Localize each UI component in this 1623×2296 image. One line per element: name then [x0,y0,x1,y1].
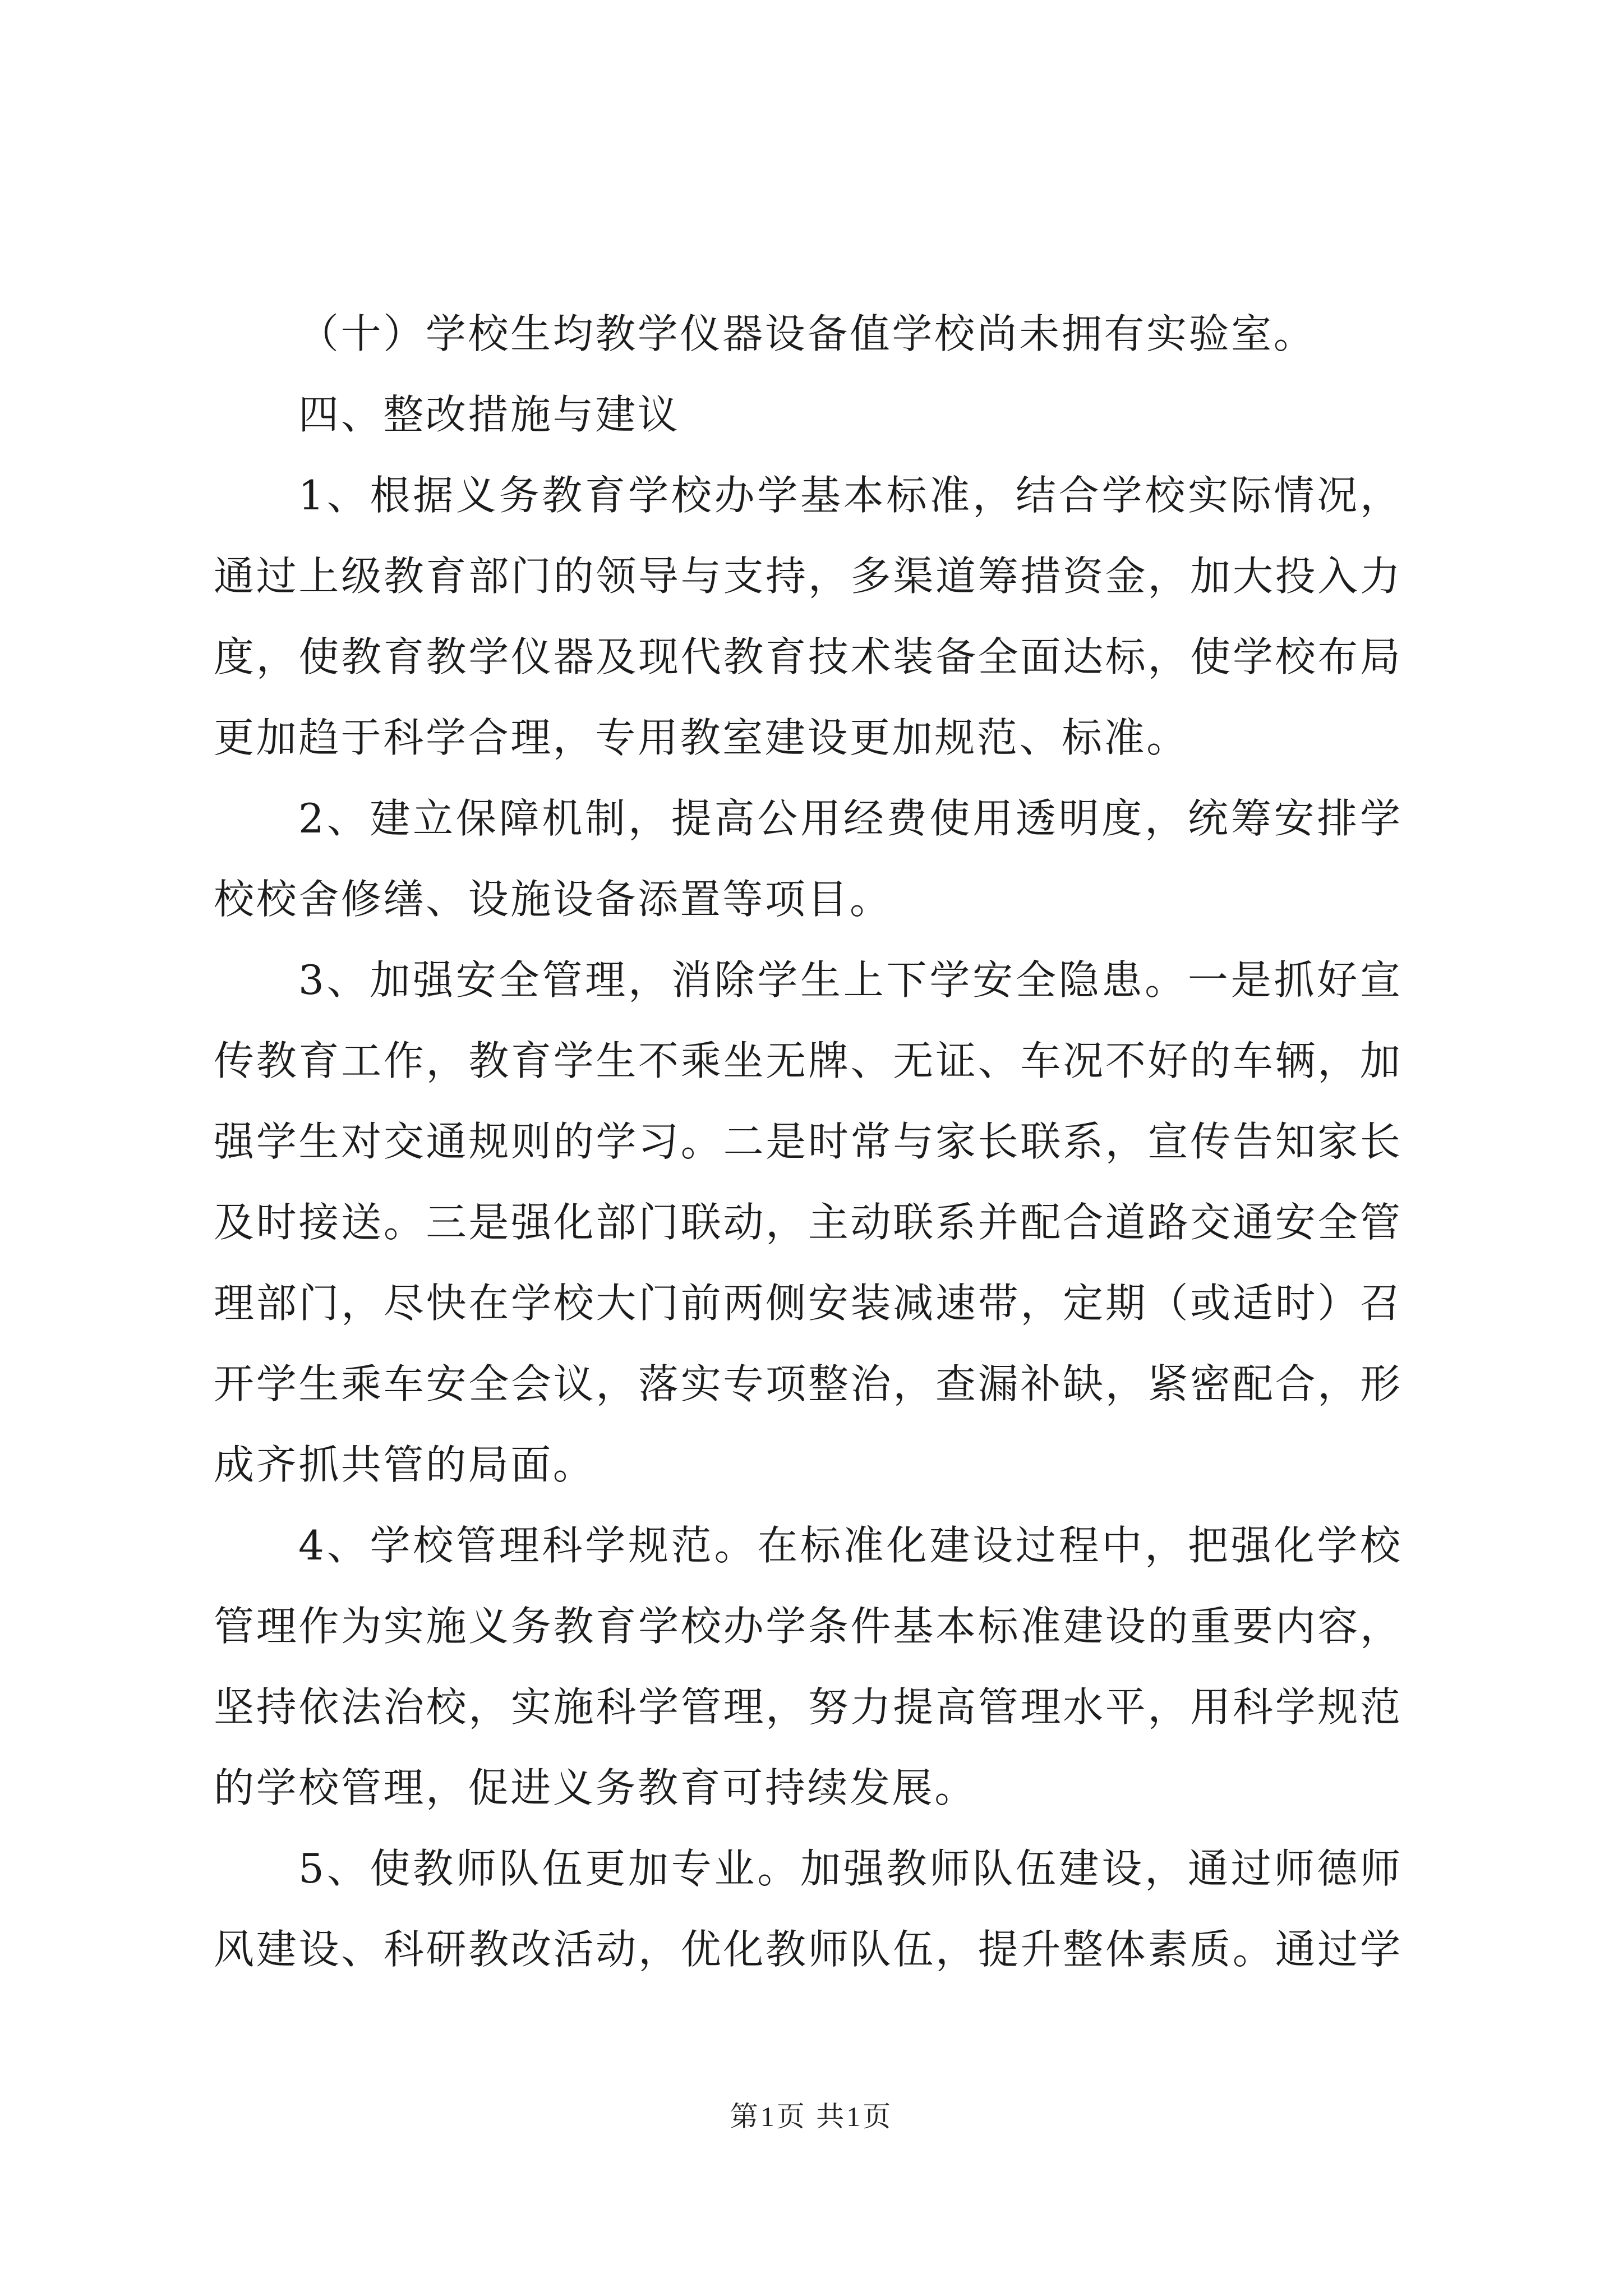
text-line: 管理作为实施义务教育学校办学条件基本标准建设的重要内容， [214,1603,1401,1650]
paragraph-item-5 [214,1828,1401,1990]
section-heading [214,374,1401,455]
text-line: 强学生对交通规则的学习。二是时常与家长联系，宣传告知家长 [214,1118,1401,1165]
body-text [214,293,1401,1990]
text-line: 更加趋于科学合理，专用教室建设更加规范、标准。 [214,714,1189,761]
text-line: 风建设、科研教改活动，优化教师队伍，提升整体素质。通过学 [214,1926,1401,1973]
paragraph-item-3 [214,940,1401,1505]
paragraph-item-2 [214,778,1401,940]
text-line: 传教育工作，教育学生不乘坐无牌、无证、车况不好的车辆，加 [214,1037,1401,1084]
text-line: 理部门，尽快在学校大门前两侧安装减速带，定期（或适时）召 [214,1280,1401,1327]
text-line: 及时接送。三是强化部门联动，主动联系并配合道路交通安全管 [214,1199,1401,1246]
text-line: 坚持依法治校，实施科学管理，努力提高管理水平，用科学规范 [214,1683,1401,1731]
text-line: 3、加强安全管理，消除学生上下学安全隐患。一是抓好宣 [298,956,1401,1004]
text-line: （十）学校生均教学仪器设备值学校尚未拥有实验室。 [298,310,1316,357]
text-line: 成齐抓共管的局面。 [214,1441,596,1488]
text-line: 1、根据义务教育学校办学基本标准，结合学校实际情况， [298,472,1401,519]
text-line: 通过上级教育部门的领导与支持，多渠道筹措资金，加大投入力 [214,553,1401,600]
section-heading-text: 四、整改措施与建议 [298,391,680,438]
paragraph-item-10 [214,293,1401,374]
text-line: 度，使教育教学仪器及现代教育技术装备全面达标，使学校布局 [214,633,1401,680]
page-number-label: 第1页 共1页 [730,2101,893,2132]
paragraph-item-4 [214,1505,1401,1828]
page-footer [0,2095,1623,2138]
paragraph-item-1 [214,455,1401,778]
text-line: 的学校管理，促进义务教育可持续发展。 [214,1764,977,1811]
text-line: 2、建立保障机制，提高公用经费使用透明度，统筹安排学 [298,795,1401,842]
text-line: 4、学校管理科学规范。在标准化建设过程中，把强化学校 [298,1522,1401,1569]
text-line: 校校舍修缮、设施设备添置等项目。 [214,876,892,923]
text-line: 开学生乘车安全会议，落实专项整治，查漏补缺，紧密配合，形 [214,1360,1401,1407]
text-line: 5、使教师队伍更加专业。加强教师队伍建设，通过师德师 [298,1845,1401,1892]
